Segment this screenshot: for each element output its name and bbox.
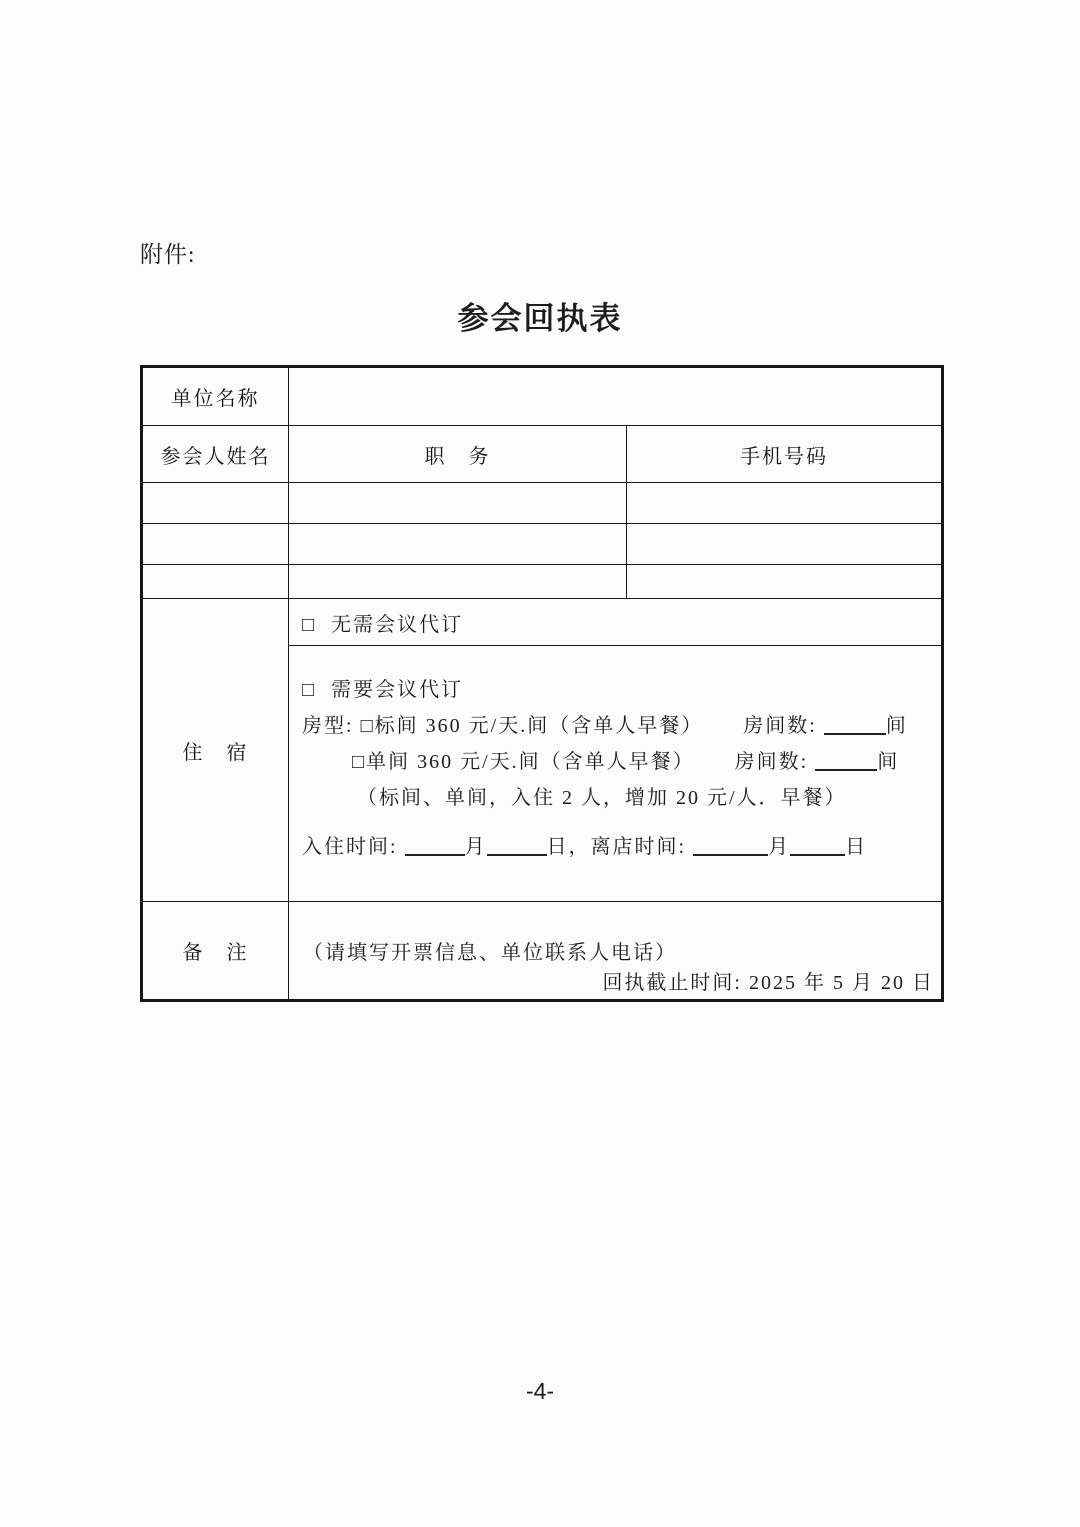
unit-name-input[interactable] xyxy=(289,367,943,426)
phone-input[interactable] xyxy=(627,524,943,565)
room-count-suffix: 间 xyxy=(877,751,900,773)
day-label: 日 xyxy=(845,836,868,858)
accommodation-row-top xyxy=(142,599,943,646)
room-type-prefix: 房型: xyxy=(302,715,361,737)
checkout-label: 离店时间: xyxy=(590,836,694,858)
standard-room-label: 标间 360 元/天.间（含单人早餐） xyxy=(374,715,704,737)
room-count-label: 房间数: xyxy=(734,751,816,773)
attendee-name-input[interactable] xyxy=(142,524,289,565)
checkbox-need-booking-icon[interactable]: □ xyxy=(302,679,317,701)
checkbox-no-booking-icon[interactable]: □ xyxy=(302,613,317,636)
phone-input[interactable] xyxy=(627,565,943,599)
checkin-label: 入住时间: xyxy=(302,836,405,858)
checkin-day-blank[interactable] xyxy=(487,834,547,856)
position-header: 职 务 xyxy=(289,426,627,483)
room-count-label: 房间数: xyxy=(743,715,824,737)
room-count-blank[interactable] xyxy=(815,749,877,771)
room-count-suffix: 间 xyxy=(885,715,908,737)
room-count-blank[interactable] xyxy=(824,713,886,735)
phone-header: 手机号码 xyxy=(627,426,943,483)
attendee-row xyxy=(142,565,943,599)
attendee-name-input[interactable] xyxy=(142,483,289,524)
day-sep-label: 日， xyxy=(546,836,591,858)
deadline-note: 回执截止时间: 2025 年 5 月 20 日 xyxy=(602,972,934,994)
checkbox-single-room-icon[interactable]: □ xyxy=(352,751,367,773)
page-number: -4- xyxy=(525,1378,555,1404)
reply-form-table xyxy=(140,365,944,1002)
single-room-line xyxy=(352,744,935,780)
attendee-row xyxy=(142,524,943,565)
room-note-line: （标间、单间，入住 2 人，增加 20 元/人．早餐） xyxy=(357,787,847,809)
no-booking-option xyxy=(289,599,943,646)
header-row xyxy=(142,426,943,483)
stay-time-line xyxy=(302,829,935,865)
attendee-name-header: 参会人姓名 xyxy=(142,426,289,483)
need-booking-option xyxy=(302,672,935,708)
attendee-name-input[interactable] xyxy=(142,565,289,599)
accommodation-label: 住 宿 xyxy=(142,599,289,902)
checkbox-standard-room-icon[interactable]: □ xyxy=(360,715,375,737)
remarks-label: 备 注 xyxy=(142,902,289,1001)
phone-input[interactable] xyxy=(627,483,943,524)
standard-room-line xyxy=(302,708,935,744)
position-input[interactable] xyxy=(289,483,627,524)
need-booking-label: 需要会议代订 xyxy=(331,679,464,701)
unit-name-row xyxy=(142,367,943,426)
page-title: 参会回执表 xyxy=(457,301,623,336)
single-room-label: 单间 360 元/天.间（含单人早餐） xyxy=(366,751,695,773)
month-label: 月 xyxy=(768,836,791,858)
position-input[interactable] xyxy=(289,524,627,565)
position-input[interactable] xyxy=(289,565,627,599)
attachment-label: 附件: xyxy=(140,242,196,267)
no-booking-label: 无需会议代订 xyxy=(331,613,464,636)
booking-details-cell xyxy=(289,646,943,902)
checkin-month-blank[interactable] xyxy=(405,834,465,856)
checkout-month-blank[interactable] xyxy=(693,834,768,856)
unit-name-label: 单位名称 xyxy=(142,367,289,426)
month-label: 月 xyxy=(464,836,487,858)
attendee-row xyxy=(142,483,943,524)
checkout-day-blank[interactable] xyxy=(790,834,845,856)
remarks-content: （请填写开票信息、单位联系人电话） xyxy=(289,902,943,1001)
